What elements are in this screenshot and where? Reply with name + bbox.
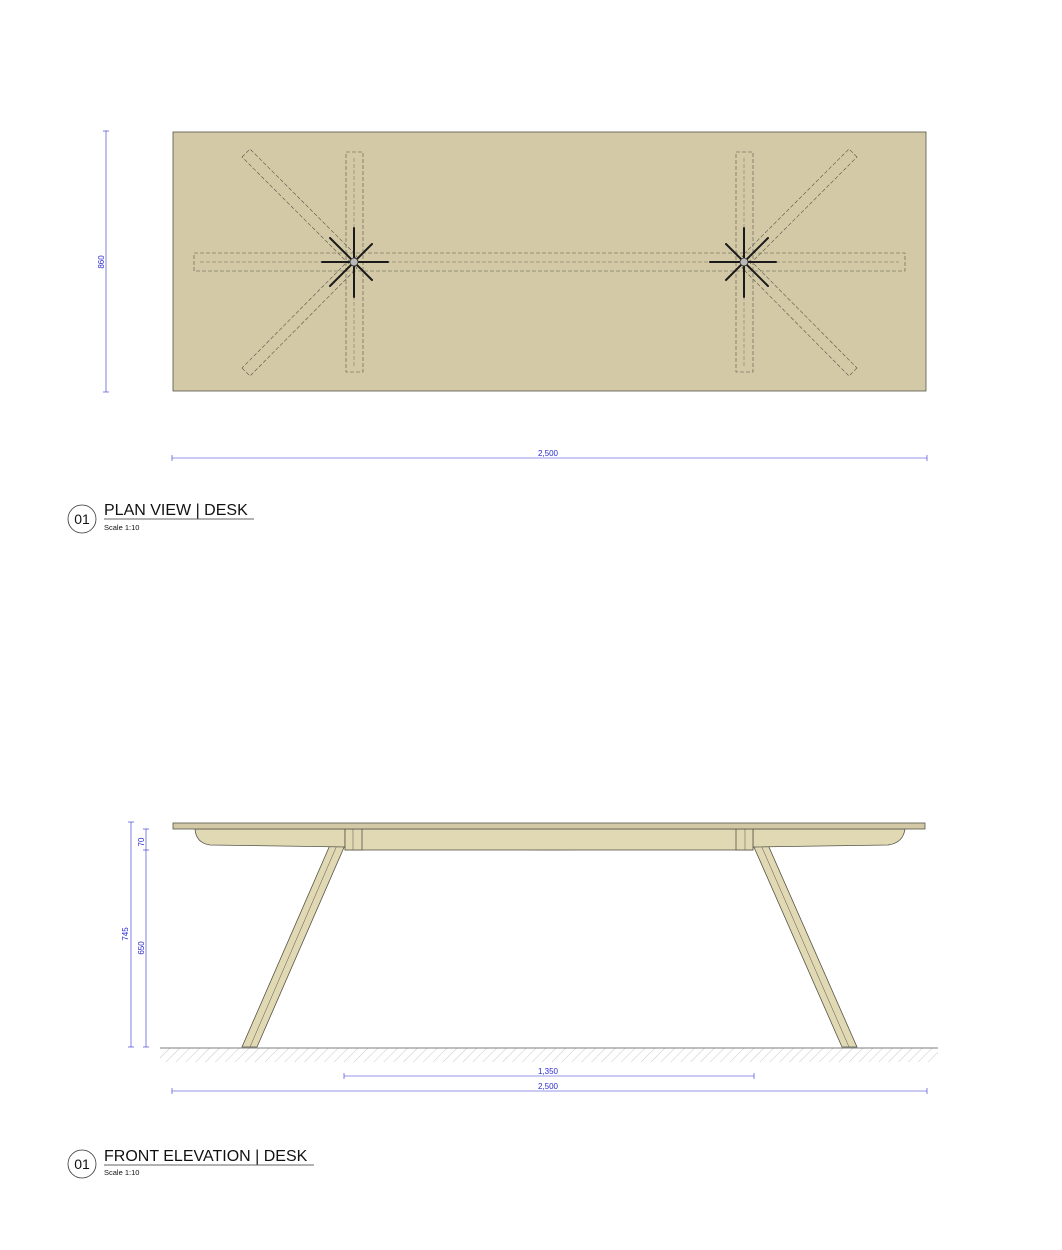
elevation-width-label: 2,500 — [537, 1082, 559, 1091]
plan-view-number: 01 — [74, 511, 90, 527]
stretcher-elevation — [345, 829, 753, 850]
plan-width-label: 2,500 — [537, 449, 559, 458]
plan-view-scale: Scale 1:10 — [104, 523, 140, 532]
tabletop-plan — [173, 132, 926, 391]
rail-right — [736, 829, 753, 850]
elevation-title-block — [68, 1148, 314, 1178]
leg-height-label: 650 — [137, 941, 146, 955]
plan-depth-label: 860 — [97, 255, 106, 269]
plan-view — [68, 131, 927, 533]
plan-title-block — [68, 502, 254, 533]
rail-left — [345, 829, 362, 850]
tabletop-elevation — [173, 823, 925, 829]
elevation-title: FRONT ELEVATION | DESK — [104, 1148, 308, 1165]
right-leg — [746, 829, 857, 1047]
elevation-number: 01 — [74, 1156, 90, 1172]
height-dimensions — [128, 822, 149, 1047]
plan-view-title: PLAN VIEW | DESK — [104, 502, 248, 519]
overall-height-label: 745 — [121, 927, 130, 941]
ground-hatch — [160, 1048, 938, 1062]
front-elevation — [68, 822, 938, 1178]
elevation-scale: Scale 1:10 — [104, 1168, 140, 1177]
leg-spacing-label: 1,350 — [537, 1067, 559, 1076]
top-thickness-label: 70 — [137, 837, 146, 847]
left-leg — [242, 829, 352, 1047]
